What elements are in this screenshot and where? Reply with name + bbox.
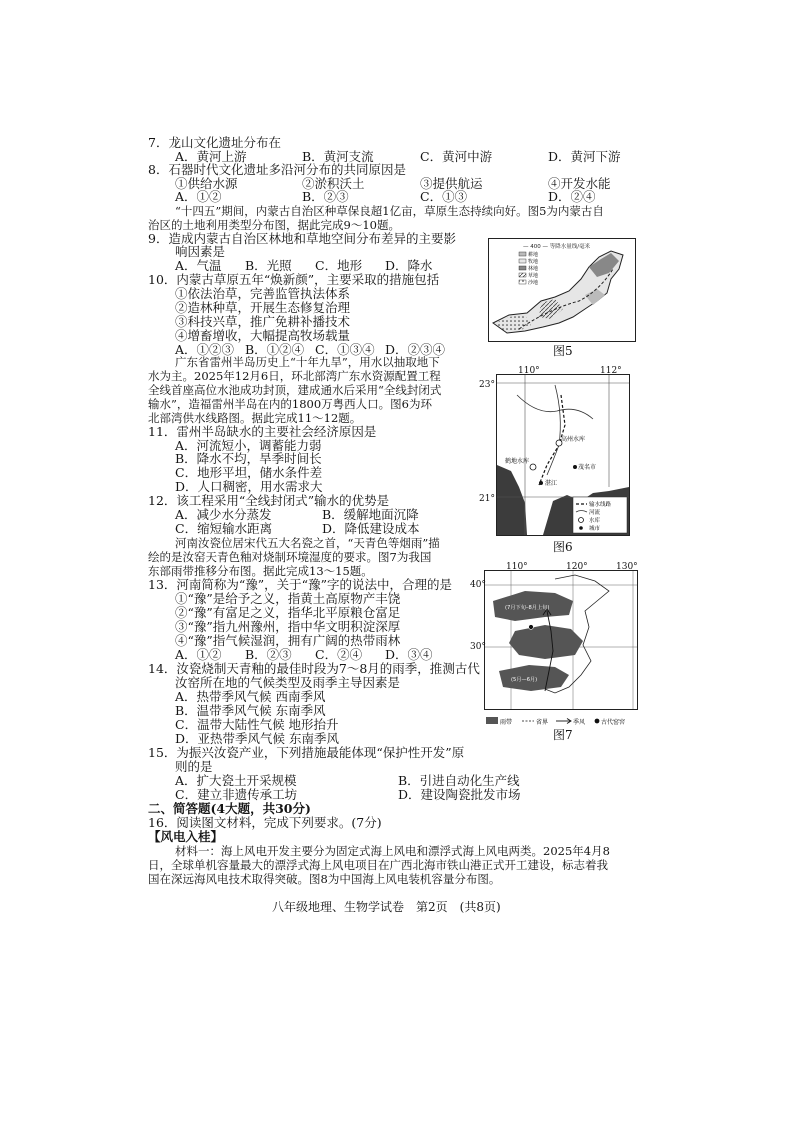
- intro-11-12-line4: 输水”，造福雷州半岛在内的1800万粤西人口。图6为环: [148, 397, 432, 411]
- q12-option-c: C．缩短输水距离: [175, 521, 273, 536]
- q16-tag: 【风电入桂】: [148, 829, 224, 844]
- fig6-legend-1: 河流: [589, 510, 601, 516]
- q14-option-c: C．温带大陆性气候 地形抬升: [175, 717, 339, 732]
- fig5-legend-3: 草地: [528, 273, 539, 279]
- intro-11-12-line5: 北部湾供水线路图。据此完成11～12题。: [148, 411, 362, 425]
- q8-option-a: A．①②: [175, 189, 222, 204]
- legend-rainbelt-swatch: [486, 717, 498, 724]
- intro-13-15-line2: 绘的是汝窑天青色釉对烧制环境湿度的要求。图7为我国: [148, 550, 432, 564]
- q15-stem-line1: 15．为振兴汝瓷产业，下列措施最能体现“保护性开发”原: [148, 745, 465, 760]
- q15-option-d: D．建设陶瓷批发市场: [398, 787, 521, 802]
- q14-option-d: D．亚热带季风气候 东南季风: [175, 731, 339, 746]
- fig6-legend-0: 输水线路: [589, 502, 612, 508]
- fig5-legend-title: — 400 — 等降水量线/毫米: [523, 244, 591, 250]
- reservoir-hedi: [530, 464, 536, 470]
- city-zhanjiang: [539, 481, 543, 485]
- q13-option-b: B．②③: [245, 647, 292, 662]
- q8-item-1: ①供给水源: [175, 176, 238, 191]
- figure-6-map: [496, 374, 630, 536]
- q10-stem: 10．内蒙古草原五年“焕新颜”，主要采取的措施包括: [148, 272, 440, 287]
- fig7-lon-110: 110°: [506, 562, 528, 572]
- q8-item-3: ③提供航运: [420, 176, 483, 191]
- page-footer: 八年级地理、生物学试卷 第2页 (共8页): [272, 900, 501, 914]
- figure-5-svg: [489, 239, 635, 341]
- intro-13-15-line3: 东部雨带推移分布图。据此完成13～15题。: [148, 564, 373, 578]
- q10-option-b: B．①②④: [245, 342, 305, 357]
- q16-material-line3: 国在深远海风电技术取得突破。图8为中国海上风电装机容量分布图。: [148, 872, 501, 886]
- q12-option-d: D．降低建设成本: [322, 521, 420, 536]
- fig6-lon-112: 112°: [600, 366, 622, 376]
- q9-option-a: A．气温: [175, 258, 222, 273]
- q11-option-c: C．地形平坦，储水条件差: [175, 465, 323, 480]
- q13-option-a: A．①②: [175, 647, 222, 662]
- q10-option-a: A．①②③: [175, 342, 235, 357]
- q12-option-b: B．缓解地面沉降: [322, 507, 419, 522]
- fig7-belt-label-1: (7月下旬–8月上旬): [505, 605, 550, 611]
- fig6-legend-2: 水库: [589, 518, 601, 524]
- figure-7-legend: [484, 712, 636, 724]
- figure-7-svg: [485, 571, 637, 709]
- fig6-lon-110: 110°: [518, 366, 540, 376]
- q11-option-d: D．人口稠密，用水需求大: [175, 479, 323, 494]
- q11-stem: 11．雷州半岛缺水的主要社会经济原因是: [148, 424, 377, 439]
- q10-item-3: ③科技兴草，推广免耕补播技术: [175, 314, 351, 329]
- q15-option-c: C．建立非遗传承工坊: [175, 787, 298, 802]
- q13-item-2: ②“豫”有富足之义，指华北平原粮仓富足: [175, 605, 401, 620]
- q16-stem: 16．阅读图文材料，完成下列要求。(7分): [148, 815, 382, 830]
- q7-option-c: C．黄河中游: [420, 149, 493, 164]
- legend-sand-swatch: [519, 280, 526, 284]
- fig5-legend-0: 耕地: [528, 252, 539, 258]
- q10-item-2: ②造林种草，开展生态修复治理: [175, 300, 351, 315]
- fig5-legend-2: 林地: [528, 266, 539, 272]
- intro-11-12-line2: 水为主。2025年12月6日，环北部湾广东水资源配置工程: [148, 369, 441, 383]
- figure-6-svg: [497, 375, 629, 535]
- q14-stem-line2: 汝窑所在地的气候类型及雨季主导因素是: [175, 675, 401, 690]
- q13-item-1: ①“豫”是给予之义，指黄土高原物产丰饶: [175, 591, 401, 606]
- fig7-lat-40: 40°: [470, 580, 486, 590]
- fig5-legend-1: 牧地: [528, 259, 539, 265]
- legend-pasture-swatch: [519, 259, 526, 263]
- q14-option-b: B．温带季风气候 东南季风: [175, 703, 326, 718]
- q15-option-a: A．扩大瓷土开采规模: [175, 773, 297, 788]
- q10-option-d: D．②③④: [385, 342, 446, 357]
- figure-5-caption: 图5: [553, 344, 573, 358]
- q10-item-4: ④增畜增收，大幅提高牧场载量: [175, 328, 351, 343]
- intro-9-10-line1: “十四五”期间，内蒙古自治区种草保良超1亿亩，草原生态持续向好。图5为内蒙古自: [175, 204, 604, 218]
- fig7-legend-1: 省界: [536, 719, 549, 726]
- q13-option-d: D．③④: [385, 647, 433, 662]
- intro-13-15-line1: 河南汝瓷位居宋代五大名瓷之首，“天青色等烟雨”描: [175, 536, 440, 550]
- q8-item-2: ②淤积沃土: [302, 176, 365, 191]
- fig7-belt-label-3: (5月—6月): [511, 677, 538, 683]
- fig6-label-maoming: 茂名市: [578, 464, 597, 471]
- q12-option-a: A．减少水分蒸发: [175, 507, 272, 522]
- q7-option-d: D．黄河下游: [548, 149, 621, 164]
- legend-grass-swatch: [519, 273, 526, 277]
- q14-stem-line1: 14．汝瓷烧制天青釉的最佳时段为7～8月的雨季，推测古代: [148, 661, 480, 676]
- q9-stem-line1: 9．造成内蒙古自治区林地和草地空间分布差异的主要影: [148, 231, 456, 246]
- fig7-lat-30: 30°: [470, 642, 486, 652]
- fig6-label-zhanjiang: 湛江: [545, 480, 558, 487]
- q7-stem: 7．龙山文化遗址分布在: [148, 135, 281, 150]
- q13-stem: 13．河南简称为“豫”，关于“豫”字的说法中，合理的是: [148, 577, 452, 592]
- intro-11-12-line3: 全线首座高位水池成功封顶，建成通水后采用“全线封闭式: [148, 383, 442, 397]
- q9-option-d: D．降水: [385, 258, 433, 273]
- q16-material-line2: 日，全球单机容量最大的漂浮式海上风电项目在广西北海市铁山港正式开工建设，标志着我: [148, 858, 608, 872]
- legend-city-swatch: [579, 526, 583, 530]
- q9-option-b: B．光照: [245, 258, 292, 273]
- q11-option-b: B．降水不均，旱季时间长: [175, 451, 322, 466]
- city-maoming: [573, 465, 577, 469]
- legend-kiln-swatch: [595, 719, 600, 724]
- fig6-label-hedi: 鹤地水库: [505, 458, 530, 465]
- ancient-kiln-marker: [529, 625, 534, 630]
- legend-reservoir-swatch: [579, 518, 584, 523]
- q11-option-a: A．河流短小，调蓄能力弱: [175, 438, 322, 453]
- q9-option-c: C．地形: [315, 258, 363, 273]
- q8-option-b: B．②③: [302, 189, 349, 204]
- legend-farmland-swatch: [519, 252, 526, 256]
- section-title: 二、简答题(4大题，共30分): [148, 801, 311, 816]
- q12-stem: 12．该工程采用“全线封闭式”输水的优势是: [148, 493, 390, 508]
- q14-option-a: A．热带季风气候 西南季风: [175, 689, 326, 704]
- q10-item-1: ①依法治草，完善监管执法体系: [175, 286, 351, 301]
- figure-5-map: [488, 238, 636, 342]
- q10-option-c: C．①③④: [315, 342, 375, 357]
- q13-item-3: ③“豫”指九州豫州，指中华文明积淀深厚: [175, 619, 401, 634]
- fig7-legend-2: 季风: [573, 719, 586, 726]
- figure-7-map: [484, 570, 638, 710]
- legend-forest-swatch: [519, 266, 526, 270]
- figure-7-caption: 图7: [553, 728, 573, 742]
- fig5-legend-4: 沙地: [528, 280, 539, 286]
- q8-option-d: D．②④: [548, 189, 596, 204]
- fig6-lat-21: 21°: [479, 494, 495, 504]
- intro-11-12-line1: 广东省雷州半岛历史上“十年九旱”，用水以抽取地下: [175, 355, 440, 369]
- q13-option-c: C．②④: [315, 647, 363, 662]
- fig6-lat-23: 23°: [479, 380, 495, 390]
- fig6-label-gaozhou: 高州水库: [561, 436, 586, 443]
- q7-option-b: B．黄河支流: [302, 149, 374, 164]
- q9-stem-line2: 响因素是: [175, 244, 226, 259]
- q8-item-4: ④开发水能: [548, 176, 611, 191]
- q8-option-c: C．①③: [420, 189, 468, 204]
- q16-material-line1: 材料一：海上风电开发主要分为固定式海上风电和漂浮式海上风电两类。2025年4月8: [175, 844, 610, 858]
- fig6-legend-3: 城市: [589, 526, 601, 532]
- q8-stem: 8．石器时代文化遗址多沿河分布的共同原因是: [148, 162, 406, 177]
- fig7-lon-120: 120°: [566, 562, 588, 572]
- q15-option-b: B．引进自动化生产线: [398, 773, 520, 788]
- q13-item-4: ④“豫”指气候湿润，拥有广阔的热带雨林: [175, 633, 401, 648]
- q7-option-a: A．黄河上游: [175, 149, 247, 164]
- intro-9-10-line2: 治区的土地利用类型分布图，据此完成9～10题。: [148, 218, 400, 232]
- figure-6-caption: 图6: [553, 540, 573, 554]
- fig7-lon-130: 130°: [616, 562, 638, 572]
- rain-belt-middle: [509, 625, 583, 659]
- fig7-legend-3: 古代窑窖: [601, 719, 626, 726]
- q15-stem-line2: 则的是: [175, 759, 213, 774]
- fig7-legend-0: 雨带: [500, 719, 513, 726]
